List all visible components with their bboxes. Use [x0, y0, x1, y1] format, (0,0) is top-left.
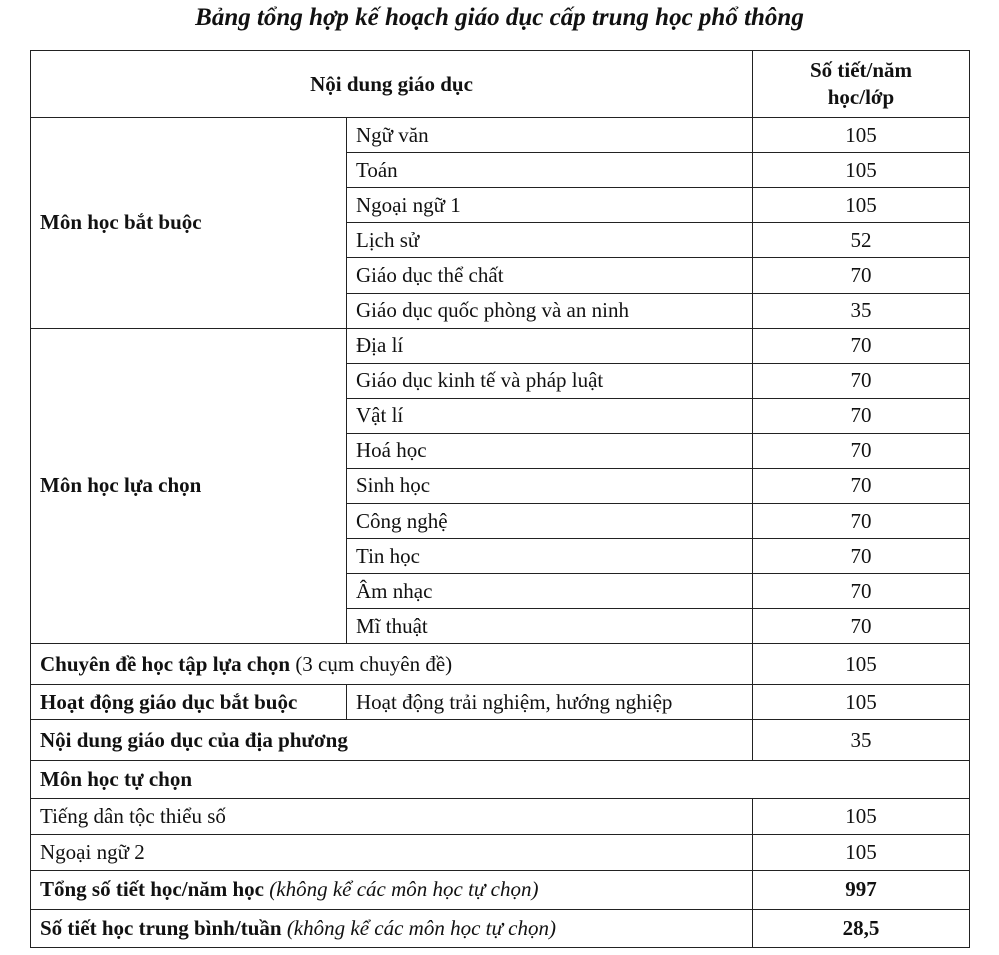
activities-item: Hoạt động trải nghiệm, hướng nghiệp [347, 685, 753, 720]
total-year-value: 997 [753, 870, 970, 909]
table-title: Bảng tổng hợp kế hoạch giáo dục cấp trung học phổ thông [195, 4, 804, 31]
subject-cell: Ngoại ngữ 2 [31, 834, 753, 870]
local-label: Nội dung giáo dục của địa phương [31, 720, 753, 760]
subject-cell: Giáo dục kinh tế và pháp luật [347, 363, 753, 398]
table-row [31, 118, 970, 153]
total-year-note: (không kể các môn học tự chọn) [264, 877, 539, 902]
education-plan-table [30, 50, 970, 948]
periods-cell: 35 [753, 293, 970, 328]
table-row [31, 644, 970, 685]
group-elective: Môn học lựa chọn [31, 328, 347, 644]
header-content: Nội dung giáo dục [31, 51, 753, 118]
periods-cell: 35 [753, 720, 970, 760]
group-required: Môn học bắt buộc [31, 118, 347, 328]
subject-cell: Hoá học [347, 433, 753, 468]
periods-cell: 70 [753, 328, 970, 363]
table-row [31, 720, 970, 760]
periods-cell: 70 [753, 398, 970, 433]
periods-cell: 70 [753, 609, 970, 644]
periods-cell: 70 [753, 258, 970, 293]
periods-cell: 70 [753, 539, 970, 574]
periods-cell: 105 [753, 118, 970, 153]
subject-cell: Tin học [347, 539, 753, 574]
topics-note: (3 cụm chuyên đề) [290, 651, 453, 676]
topics-label: Chuyên đề học tập lựa chọn [40, 651, 291, 676]
periods-cell: 105 [753, 644, 970, 685]
periods-cell: 105 [753, 834, 970, 870]
subject-cell: Lịch sử [347, 223, 753, 258]
group-optional: Môn học tự chọn [31, 760, 970, 798]
subject-cell: Mĩ thuật [347, 609, 753, 644]
table-row [31, 909, 970, 947]
subject-cell: Âm nhạc [347, 574, 753, 609]
subject-cell: Tiếng dân tộc thiểu số [31, 798, 753, 834]
total-year-label: Tổng số tiết học/năm học [40, 877, 265, 902]
subject-cell: Sinh học [347, 468, 753, 503]
table-row [31, 834, 970, 870]
periods-cell: 105 [753, 685, 970, 720]
periods-cell: 70 [753, 363, 970, 398]
subject-cell: Ngoại ngữ 1 [347, 188, 753, 223]
avg-week-note: (không kể các môn học tự chọn) [281, 915, 556, 940]
subject-cell: Ngữ văn [347, 118, 753, 153]
avg-week-cell [31, 909, 753, 947]
table-row [31, 760, 970, 798]
topics-cell [31, 644, 753, 685]
header-row [31, 51, 970, 118]
periods-cell: 105 [753, 798, 970, 834]
header-periods-line2: học/lớp [827, 85, 895, 110]
activities-label: Hoạt động giáo dục bắt buộc [31, 685, 347, 720]
table-row [31, 870, 970, 909]
periods-cell: 105 [753, 188, 970, 223]
table-row [31, 685, 970, 720]
periods-cell: 70 [753, 433, 970, 468]
avg-week-label: Số tiết học trung bình/tuần [40, 915, 282, 940]
table-row [31, 798, 970, 834]
subject-cell: Vật lí [347, 398, 753, 433]
subject-cell: Giáo dục thể chất [347, 258, 753, 293]
periods-cell: 70 [753, 468, 970, 503]
subject-cell: Giáo dục quốc phòng và an ninh [347, 293, 753, 328]
periods-cell: 52 [753, 223, 970, 258]
header-periods [753, 51, 970, 118]
table-row [31, 328, 970, 363]
subject-cell: Địa lí [347, 328, 753, 363]
periods-cell: 70 [753, 504, 970, 539]
total-year-cell [31, 870, 753, 909]
periods-cell: 105 [753, 153, 970, 188]
subject-cell: Công nghệ [347, 504, 753, 539]
header-periods-line1: Số tiết/năm [809, 58, 913, 83]
avg-week-value: 28,5 [753, 909, 970, 947]
subject-cell: Toán [347, 153, 753, 188]
periods-cell: 70 [753, 574, 970, 609]
